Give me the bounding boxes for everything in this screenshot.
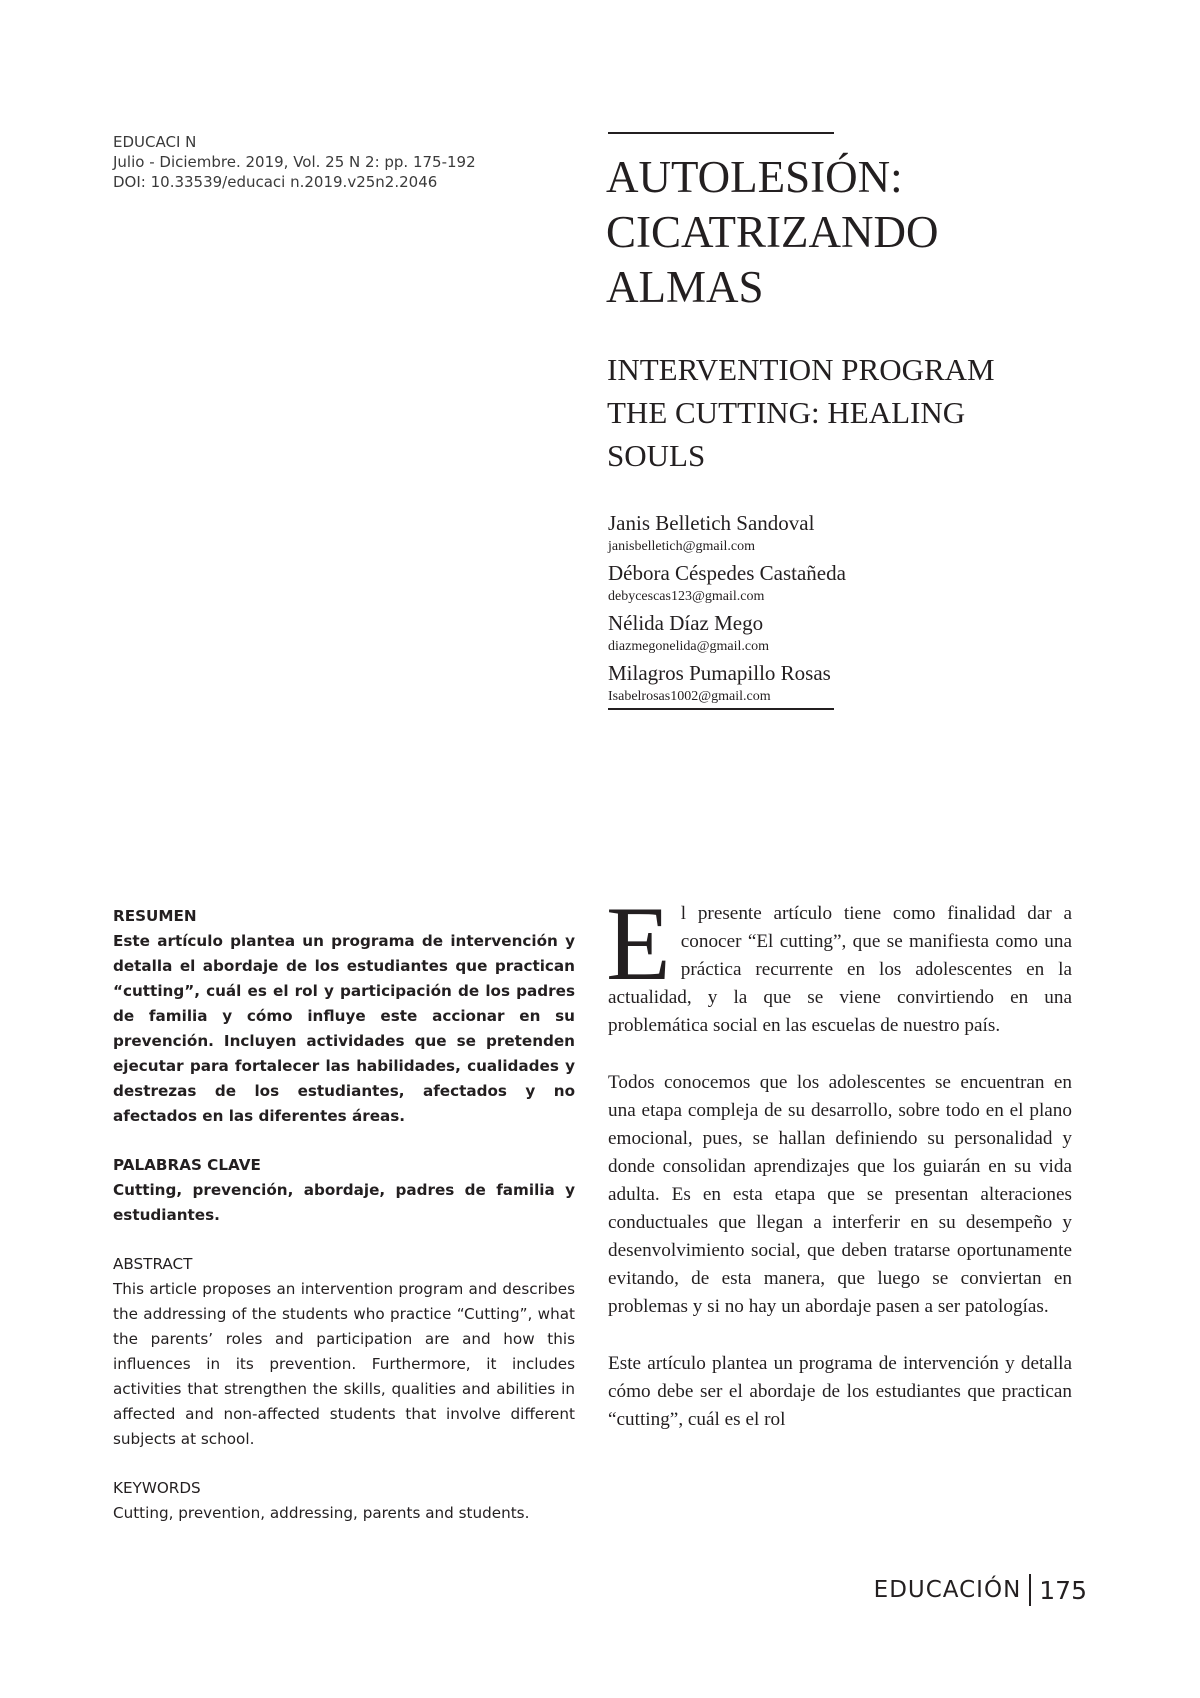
title-es-line: ALMAS [606,262,764,312]
author-name: Nélida Díaz Mego [608,611,764,635]
body-paragraph-1-text: l presente artículo tiene como finalidad dar a conocer “El cutting”, que se manifiesta como una práctica recurrente en los adolescentes en la actualidad, y la que se viene convirtiendo en una problemática social en las escuelas de nuestro país. [608,903,1072,1036]
body-paragraph-2: Todos conocemos que los adolescentes se encuentran en una etapa compleja de su desarrollo, sobre todo en el plano emocional, pues, se hallan definiendo su personalidad y donde consolidan aprendizajes que los guiarán en su vida adulta. Es en esta etapa que se presentan alteraciones conductuales que llegan a interferir en su desempeño y desenvolvimiento social, que deben tratarse oportunamente evitando, de esta manera, que luego se conviertan en problemas y si no hay un abordaje pasen a ser patologías. [608,1072,1072,1317]
author-name: Janis Belletich Sandoval [608,511,815,535]
footer-divider [1029,1574,1031,1606]
abstract-text: This article proposes an intervention program and describes the addressing of the students who practice “Cutting”, what the parents’ roles and participation are and how this influences in its prevention. Furthermore, it includes activities that strengthen the skills, qualities and abilities in affected and non-affected students that involve different subjects at school. [113,1280,575,1448]
abstract-column [113,904,575,1550]
title-es-line: CICATRIZANDO [606,207,939,257]
title-en-line: THE CUTTING: HEALING [607,395,966,430]
title-en-line: SOULS [607,438,706,473]
title-top-rule [608,132,834,134]
keywords-text: Cutting, prevention, addressing, parents and students. [113,1504,530,1522]
author-name: Débora Céspedes Castañeda [608,561,846,585]
title-en-line: INTERVENTION PROGRAM [607,352,995,387]
author-name: Milagros Pumapillo Rosas [608,661,831,685]
body-column [606,885,1072,1463]
resumen-text: Este artículo plantea un programa de intervención y detalla el abordaje de los estudiantes que practican “cutting”, cuál es el rol y participación de los padres de familia y cómo influye este accionar en su prevención. Incluyen actividades que se pretenden ejecutar para fortalecer las habilidades, cualidades y destrezas de los estudiantes, afectados y no afectados en las diferentes áreas. [113,932,575,1125]
resumen-heading: RESUMEN [113,907,197,925]
keywords-heading: KEYWORDS [113,1479,201,1497]
palabras-clave-heading: PALABRAS CLAVE [113,1156,261,1174]
article-title-english [607,348,1127,477]
journal-issue: Julio - Diciembre. 2019, Vol. 25 N 2: pp. 175-192 [113,153,476,171]
journal-name: EDUCACI N [113,133,197,151]
article-title-spanish [606,150,1126,315]
author-email[interactable]: debycescas123@gmail.com [608,589,765,604]
page-footer [874,1570,1087,1610]
drop-cap: E [606,885,671,1002]
palabras-clave-text: Cutting, prevención, abordaje, padres de familia y estudiantes. [113,1181,575,1224]
abstract-heading: ABSTRACT [113,1255,193,1273]
body-paragraph-3: Este artículo plantea un programa de intervención y detalla cómo debe ser el abordaje de los estudiantes que practican “cutting”, cuál es el rol [608,1353,1072,1430]
author-list [608,510,1068,710]
author-email[interactable]: janisbelletich@gmail.com [608,539,756,554]
author-email[interactable]: Isabelrosas1002@gmail.com [608,689,771,704]
page-number: 175 [1039,1575,1087,1605]
body-paragraph-1 [606,885,1072,1040]
journal-header [113,132,533,192]
title-es-line: AUTOLESIÓN: [606,152,903,202]
journal-doi: DOI: 10.33539/educaci n.2019.v25n2.2046 [113,173,438,191]
author-email[interactable]: diazmegonelida@gmail.com [608,639,770,654]
footer-journal-brand: EDUCACIÓN [873,1577,1022,1603]
authors-bottom-rule [608,708,834,710]
